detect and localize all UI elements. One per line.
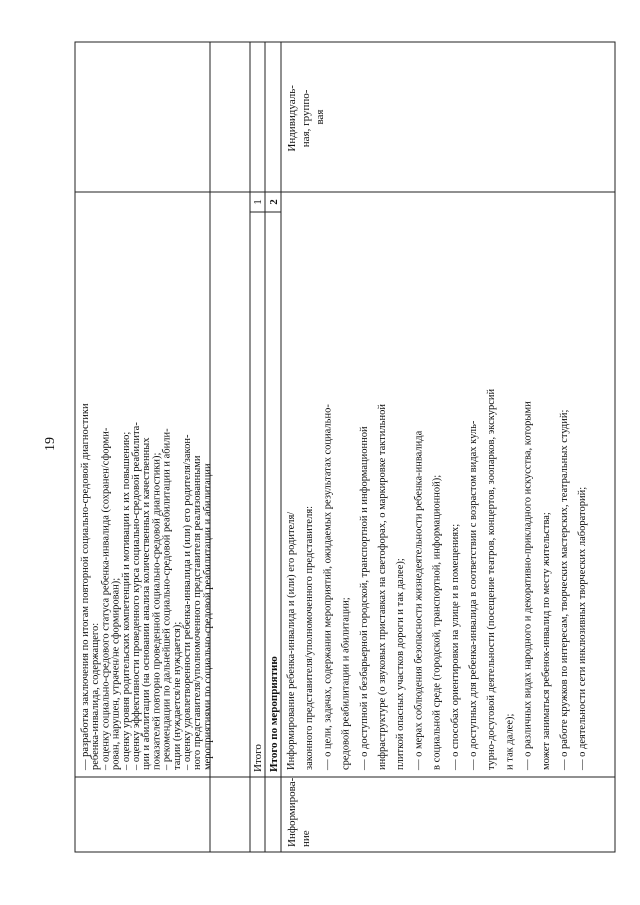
lower-lines-line: турно-досуговой деятельности (посещение театров, концертов, зоопарков, экскурсий <box>486 388 498 770</box>
subtotal-label: Итого <box>252 744 264 772</box>
subtotal-value: 1 <box>252 199 264 205</box>
page-number: 19 <box>43 437 58 451</box>
lower-lines-line: — о цели, задачах, содержании мероприятий, ожидаемых результатах социально- <box>322 404 334 770</box>
upper-lines-line: – оценку социально-средового статуса ребенка-инвалида (сохранен/сформи- <box>100 427 112 770</box>
upper-lines-line: – оценку уровня родительских компетенций и мотивации к их повышению; <box>120 431 132 770</box>
lower-lines-line: — о деятельности сети инклюзивных творческих лабораторий; <box>577 486 589 770</box>
target-group-line-2: ная, группо- <box>300 89 312 148</box>
upper-lines-line: рован, нарушен, утрачен/не сформирован); <box>110 577 122 770</box>
upper-lines-line: показателей повторно проведенной социально-средовой диагностики); <box>151 452 163 770</box>
upper-block <box>80 403 213 771</box>
total-value: 2 <box>268 199 280 205</box>
lower-lines-line: — о способах ориентировки на улице и в помещениях; <box>449 523 461 770</box>
lower-lines-line: и так далее); <box>504 713 516 770</box>
lower-lines-line: — о различных видах народного и декоративно-прикладного искусства, которыми <box>522 401 534 770</box>
upper-lines-line: тации (нуждается/не нуждается); <box>171 621 183 770</box>
lower-lines-line: инфраструктуре (о звуковых приставках на светофорах, о маркировке тактильной <box>377 404 388 770</box>
lower-lines-line: — о доступных для ребенка-инвалида в соответствии с возрастом видах куль- <box>468 420 479 770</box>
upper-lines-line: ребенка-инвалида, содержащего: <box>90 622 102 770</box>
lower-lines-line: — о работе кружков по интересам, творческих мастерских, театральных студий; <box>559 409 570 770</box>
lower-lines-line: — о доступной и безбарьерной городской, транспортной и информационной <box>358 426 370 770</box>
upper-lines-line: ного представителя/уполномоченного представителя реализованными <box>192 455 204 770</box>
lower-lines-line: Информирование ребенка-инвалида и (или) его родителя/ <box>286 511 297 770</box>
upper-lines-line: – оценку эффективности проведенного курса социально-средовой реабилита- <box>131 422 142 770</box>
lower-lines-line: средовой реабилитации и абилитации; <box>340 597 352 770</box>
upper-lines-line: – оценку удовлетворенности ребенка-инвалида и (или) его родителя/закон- <box>182 434 193 770</box>
lower-lines-line: плиткой опасных участков дороги и так далее); <box>395 558 407 770</box>
section-label-line-2: ние <box>300 830 312 847</box>
upper-lines-line: ции и абилитации (на основании анализа количественных и качественных <box>141 437 153 770</box>
lower-lines-line: законного представителя/уполномоченного представителя: <box>304 505 316 770</box>
lower-lines-line: в социальной среде (городской, транспортной, информационной); <box>431 474 443 770</box>
lower-lines-line: может заниматься ребенок-инвалид по месту жительства; <box>540 512 552 770</box>
total-label: Итого по мероприятию <box>268 656 280 772</box>
lower-lines-line: — о мерах соблюдения безопасности жизнедеятельности ребенка-инвалида <box>413 430 425 770</box>
target-group-line-3: вая <box>314 109 326 125</box>
upper-lines-line: – рекомендации по дальнейшей социально-средовой реабилитации и абили- <box>161 428 173 770</box>
section-label-line-1: Информирова- <box>286 777 298 847</box>
upper-lines-line: мероприятиями по социально-средовой реабилитации и абилитации <box>202 463 214 770</box>
target-group-line-1: Индивидуаль- <box>286 85 298 152</box>
upper-lines-line: — разработка заключения по итогам повторной социально-средовой диагностики <box>80 403 91 770</box>
